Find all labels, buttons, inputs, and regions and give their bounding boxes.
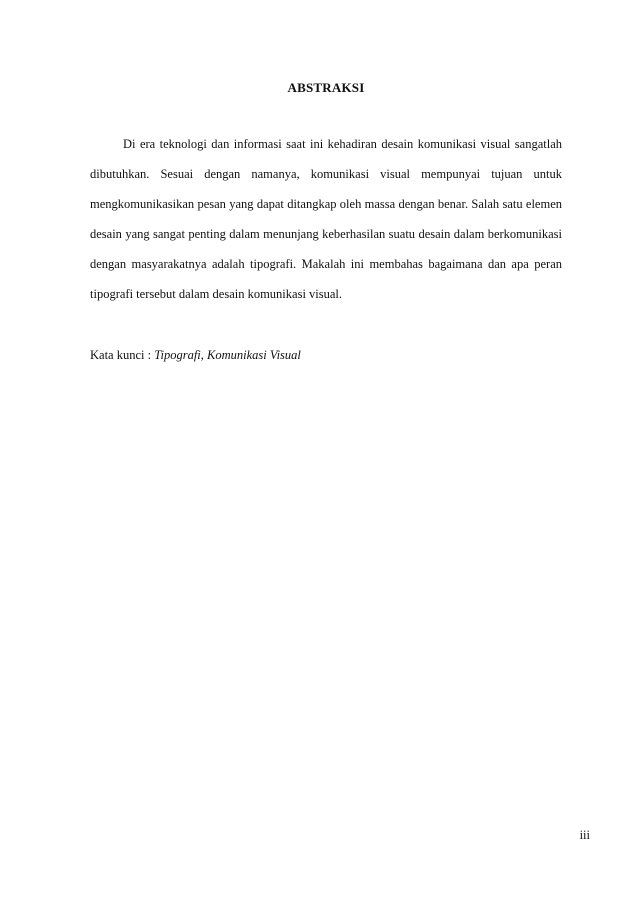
abstract-title: ABSTRAKSI bbox=[287, 80, 365, 95]
keywords-line bbox=[90, 340, 562, 370]
keywords-label: Kata kunci : bbox=[90, 348, 155, 362]
abstract-paragraph: Di era teknologi dan informasi saat ini kehadiran desain komunikasi visual sangatlah dibutuhkan. Sesuai dengan namanya, komunikasi visual mempunyai tujuan untuk mengkomunikasikan pesan yang dapat ditangkap oleh massa dengan benar. Salah satu elemen desain yang sangat penting dalam menunjang keberhasilan suatu desain dalam berkomunikasi dengan masyarakatnya adalah tipografi. Makalah ini membahas bagaimana dan apa peran tipografi tersebut dalam desain komunikasi visual. bbox=[90, 137, 562, 301]
keywords-values: Tipografi, Komunikasi Visual bbox=[154, 348, 301, 362]
page-number: iii bbox=[579, 828, 590, 842]
